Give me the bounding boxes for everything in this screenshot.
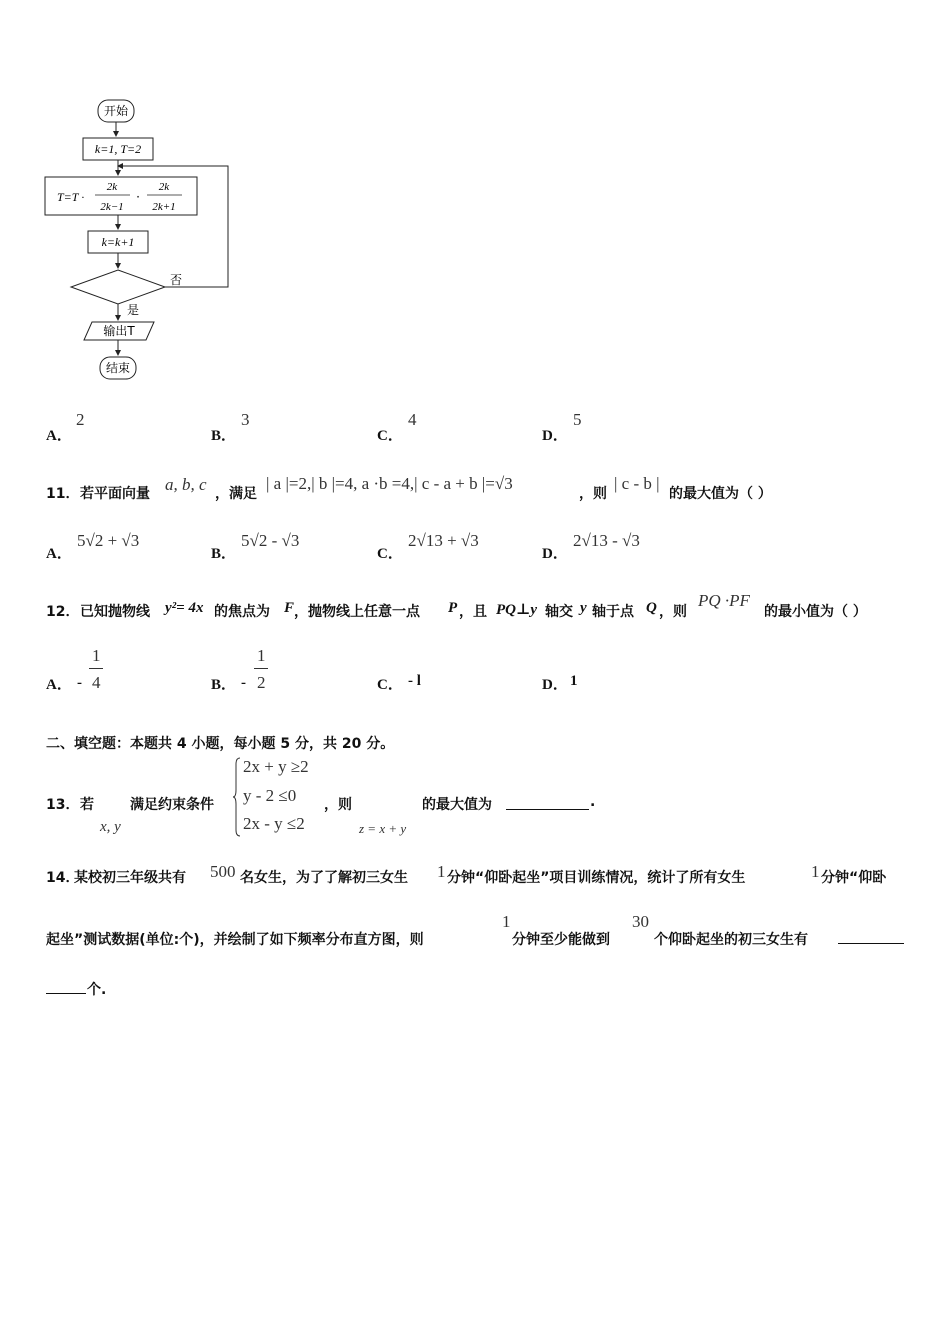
q14-one-2: 1 (811, 862, 820, 881)
q13-vars: x, y (100, 819, 121, 835)
q14-answer-blank-part1 (838, 929, 904, 944)
q10-option-d-label: D． (542, 428, 568, 444)
q14-line2a: 起坐”测试数据(单位:个)，并绘制了如下频率分布直方图，则 (46, 932, 424, 948)
q12-yaxis: y (580, 600, 587, 616)
q12-text6: 轴于点 (592, 604, 634, 620)
section-2-heading: 二、填空题：本题共 4 小题，每小题 5 分，共 20 分。 (46, 736, 395, 752)
flow-frac2-num: 2k (158, 181, 170, 193)
q12-text2: 的焦点为 (214, 604, 270, 620)
flow-increment-label: k=k+1 (101, 235, 135, 249)
q12-option-c-label: C． (377, 677, 403, 693)
q12-curve: y²= 4x (165, 600, 204, 616)
q12-q: Q (646, 600, 657, 616)
q12-option-b-label: B． (211, 677, 237, 693)
q12-text3: ，抛物线上任意一点 (294, 604, 420, 620)
q11-option-a-value: 5√2 + √3 (77, 531, 140, 550)
q13-constraint-3: 2x - y ≤2 (243, 814, 305, 833)
q12-point: P (448, 600, 458, 616)
q12-text8: 的最小值为（ ） (764, 604, 867, 620)
q13-text3: ，则 (324, 797, 352, 813)
q14-number: 14． (46, 870, 80, 886)
q11-option-a-label: A． (46, 546, 72, 562)
flow-init-label: k=1, T=2 (94, 142, 142, 156)
q14-answer-blank-part2 (46, 979, 86, 994)
q12-option-a-label: A． (46, 677, 72, 693)
q12-option-b-den: 2 (257, 673, 266, 692)
q11-text2: ，满足 (215, 486, 257, 502)
q12-option-a-fraction-bar (89, 668, 103, 669)
q10-option-c-label: C． (377, 428, 403, 444)
q10-option-b-value: 3 (241, 410, 250, 429)
q12-expr: PQ ·PF (698, 591, 750, 610)
q14-one-3: 1 (502, 912, 511, 931)
q10-option-a-value: 2 (76, 410, 85, 429)
q11-option-b-label: B． (211, 546, 237, 562)
q11-text1: 若平面向量 (80, 486, 150, 502)
q12-option-d-label: D． (542, 677, 568, 693)
flow-start-label: 开始 (103, 104, 129, 118)
q13-answer-blank (506, 795, 589, 810)
q11-text4: 的最大值为（ ） (669, 486, 772, 502)
q10-option-a-label: A． (46, 428, 72, 444)
q10-option-d-value: 5 (573, 410, 582, 429)
q11-text3: ，则 (579, 486, 607, 502)
flow-dot: · (136, 190, 140, 204)
q12-option-b-fraction-bar (254, 668, 268, 669)
q12-option-a-num: 1 (92, 646, 101, 665)
q13-z: z = x + y (359, 821, 407, 836)
q12-option-a-den: 4 (92, 673, 101, 692)
flowchart (40, 92, 250, 392)
q12-number: 12． (46, 604, 80, 620)
q12-text1: 已知抛物线 (80, 604, 150, 620)
q10-option-b-label: B． (211, 428, 237, 444)
q12-focus: F (284, 600, 295, 616)
flow-end-label: 结束 (105, 361, 131, 375)
q13-end: . (590, 794, 596, 810)
q14-text1: 某校初三年级共有 (74, 870, 186, 886)
q13-number: 13． (46, 797, 80, 813)
flow-decision-diamond (71, 270, 165, 304)
q11-option-b-value: 5√2 - √3 (241, 531, 300, 550)
q12-pq: PQ⊥y (496, 602, 538, 618)
q11-option-c-value: 2√13 + √3 (408, 531, 479, 550)
q12-option-d-value: 1 (570, 673, 578, 689)
q14-one-1: 1 (437, 862, 446, 881)
q12-text4: ，且 (459, 604, 487, 620)
q13-constraint-2: y - 2 ≤0 (243, 786, 297, 805)
q14-line3: 个. (87, 982, 107, 998)
q11-option-d-value: 2√13 - √3 (573, 531, 640, 550)
q11-condition: | a |=2,| b |=4, a ·b =4,| c - a + b |=√3 (266, 474, 513, 493)
q11-option-d-label: D． (542, 546, 568, 562)
q14-line2c: 个仰卧起坐的初三女生有 (654, 932, 808, 948)
flow-no-label: 否 (170, 273, 183, 287)
flow-frac1-den: 2k−1 (100, 201, 124, 213)
flow-output-label: 输出T (103, 324, 135, 338)
q12-option-c-value: - l (408, 673, 421, 689)
q14-line2b: 分钟至少能做到 (512, 932, 610, 948)
q12-option-b-num: 1 (257, 646, 266, 665)
flow-frac2-den: 2k+1 (152, 201, 176, 213)
q13-constraint-1: 2x + y ≥2 (243, 757, 309, 776)
q12-text7: ，则 (659, 604, 687, 620)
q13-text1: 若 (80, 797, 94, 813)
q11-number: 11． (46, 486, 80, 502)
q14-text3: 分钟“仰卧起坐”项目训练情况，统计了所有女生 (447, 870, 746, 886)
flow-yes-label: 是 (127, 303, 140, 317)
q11-option-c-label: C． (377, 546, 403, 562)
q14-n30: 30 (632, 912, 649, 931)
q12-text5: 轴交 (545, 604, 573, 620)
q13-text4: 的最大值为 (422, 797, 492, 813)
flow-update-lhs: T=T · (57, 190, 85, 204)
q11-target: | c - b | (614, 474, 660, 493)
q10-option-c-value: 4 (408, 410, 417, 429)
q13-brace (232, 756, 242, 838)
q11-vectors: a, b, c (165, 475, 207, 494)
q14-n500: 500 (210, 862, 236, 881)
q13-text2: 满足约束条件 (130, 797, 214, 813)
q14-text2: 名女生，为了了解初三女生 (240, 870, 408, 886)
q14-text4: 分钟“仰卧 (821, 870, 887, 886)
q12-option-b-sign: - (241, 675, 246, 691)
flow-frac1-num: 2k (106, 181, 118, 193)
q12-option-a-sign: - (77, 675, 82, 691)
